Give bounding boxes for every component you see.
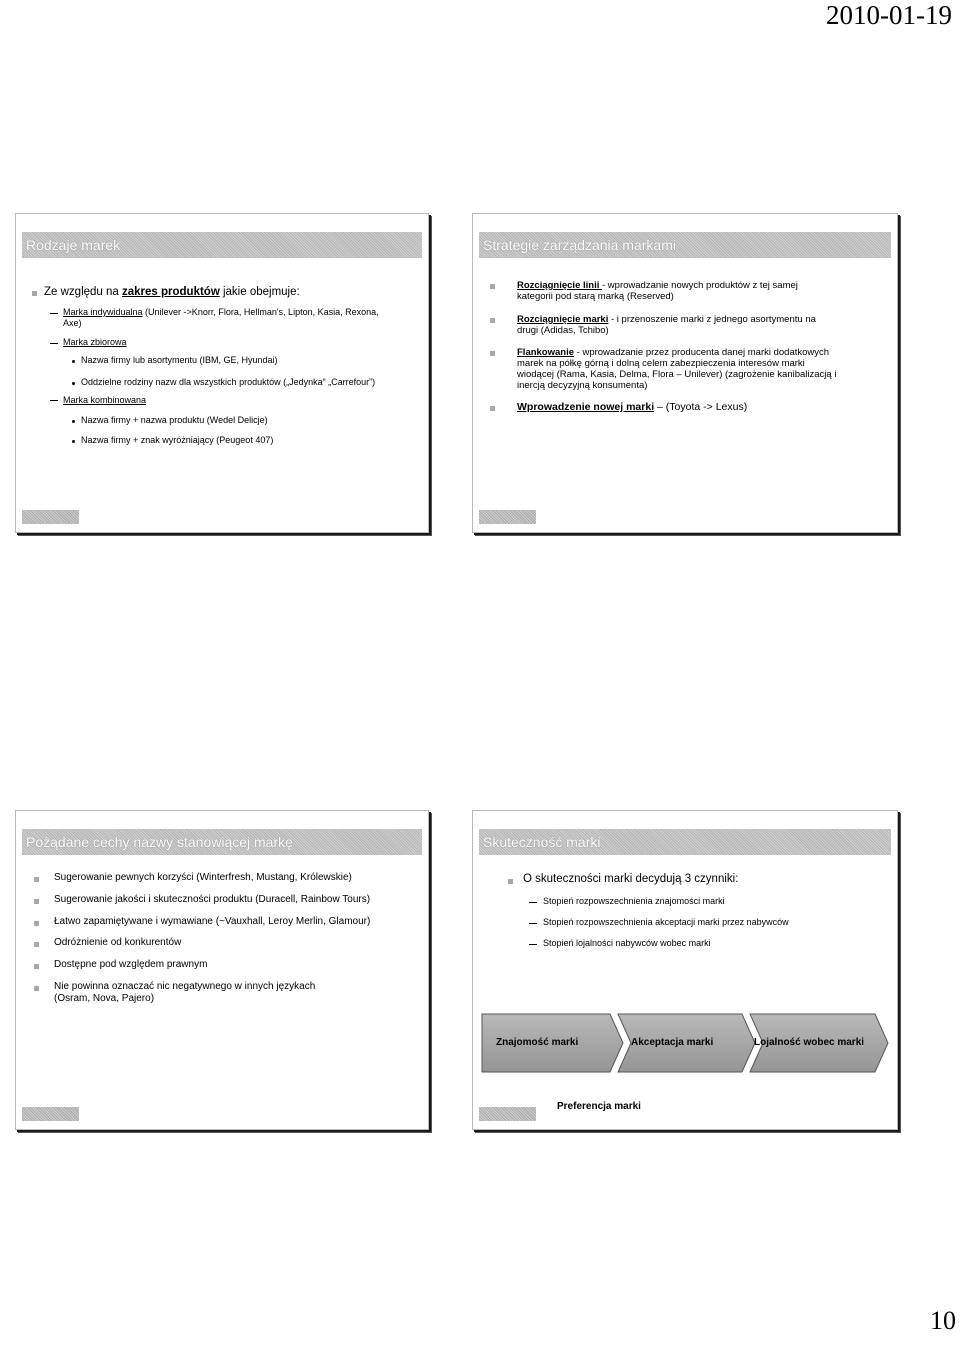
marka-indywidualna-cont: Axe): [63, 318, 82, 328]
dash-icon: [50, 313, 58, 314]
kombinowana-item: Nazwa firmy + znak wyróżniający (Peugeot 407): [81, 435, 274, 445]
slide1-main-point: Ze względu na zakres produktów jakie obejmuje:: [44, 286, 300, 298]
slide-title: Skuteczność marki: [479, 829, 891, 855]
strategy-item-cont: wiodącej (Rama, Kasia, Delma, Flora – Unilever) (zagrożenie kanibalizacją i: [517, 369, 837, 380]
feature-item-cont: (Osram, Nova, Pajero): [54, 993, 155, 1004]
strategy-item: Rozciągnięcie linii - wprowadzanie nowych produktów z tej samej: [517, 280, 798, 291]
strategy-item: Flankowanie - wprowadzanie przez producenta danej marki dodatkowych: [517, 347, 830, 358]
strategy-item: Rozciągnięcie marki - i przenoszenie marki z jednego asortymentu na: [517, 314, 816, 325]
diagram-result-preferencja: Preferencja marki: [557, 1101, 641, 1112]
slide-title: Pożądane cechy nazwy stanowiącej markę: [22, 829, 422, 855]
slide-footer-bar: [479, 1107, 536, 1121]
dash-icon: [50, 400, 58, 401]
bullet-dot-icon: [72, 382, 75, 385]
feature-item: Dostępne pod względem prawnym: [54, 959, 208, 970]
slide-pozadane-cechy: [15, 810, 429, 1130]
bullet-square-icon: [34, 921, 39, 926]
slide-title: Strategie zarządzania markami: [479, 232, 891, 258]
dash-icon: [529, 923, 537, 924]
slide-rodzaje-marek: [15, 213, 429, 533]
marka-indywidualna: Marka indywidualna (Unilever ->Knorr, Flora, Hellman's, Lipton, Kasia, Rexona,: [63, 307, 379, 317]
bullet-square-icon: [34, 986, 39, 991]
bullet-square-icon: [34, 942, 39, 947]
strategy-item-cont: drugi (Adidas, Tchibo): [517, 325, 609, 336]
zbiorowa-item: Oddzielne rodziny nazw dla wszystkich produktów („Jedynka” „Carrefour”): [81, 377, 376, 387]
marka-zbiorowa: Marka zbiorowa: [63, 337, 127, 347]
page-date: 2010-01-19: [826, 0, 952, 30]
slide-title: Rodzaje marek: [22, 232, 422, 258]
feature-item: Odróżnienie od konkurentów: [54, 937, 182, 948]
strategy-item-cont: inercją decyzyjną konsumenta): [517, 380, 648, 391]
bullet-square-icon: [34, 899, 39, 904]
kombinowana-item: Nazwa firmy + nazwa produktu (Wedel Delicje): [81, 415, 268, 425]
bullet-square-icon: [490, 406, 495, 411]
page-number: 10: [930, 1306, 956, 1335]
diagram-step-znajomosc: Znajomość marki: [496, 1037, 579, 1048]
diagram-step-akceptacja: Akceptacja marki: [631, 1037, 714, 1048]
marka-kombinowana: Marka kombinowana: [63, 395, 147, 405]
bullet-square-icon: [32, 291, 37, 296]
factor-item: Stopień rozpowszechnienia akceptacji marki przez nabywców: [543, 917, 789, 927]
dash-icon: [50, 343, 58, 344]
bullet-square-icon: [490, 351, 495, 356]
diagram-step-lojalnosc: Lojalność wobec marki: [754, 1037, 865, 1048]
bullet-square-icon: [490, 318, 495, 323]
bullet-dot-icon: [72, 420, 75, 423]
slide-skutecznosc: [472, 810, 898, 1130]
strategy-item-cont: kategorii pod starą marką (Reserved): [517, 291, 674, 302]
slide-strategie: [472, 213, 898, 533]
strategy-item-cont: marek na półkę górną i dolną celem zabezpieczenia interesów marki: [517, 358, 805, 369]
feature-item: Nie powinna oznaczać nic negatywnego w innych językach: [54, 981, 316, 992]
bullet-square-icon: [34, 877, 39, 882]
slide-footer-bar: [22, 1107, 79, 1121]
feature-item: Łatwo zapamiętywane i wymawiane (~Vauxhall, Leroy Merlin, Glamour): [54, 916, 371, 927]
bullet-square-icon: [34, 964, 39, 969]
dash-icon: [529, 944, 537, 945]
dash-icon: [529, 902, 537, 903]
skutecznosc-main: O skuteczności marki decydują 3 czynniki:: [523, 873, 739, 885]
slide-footer-bar: [22, 510, 79, 524]
feature-item: Sugerowanie jakości i skuteczności produktu (Duracell, Rainbow Tours): [54, 894, 371, 905]
feature-item: Sugerowanie pewnych korzyści (Winterfresh, Mustang, Królewskie): [54, 872, 352, 883]
bullet-dot-icon: [72, 360, 75, 363]
slide-footer-bar: [479, 510, 536, 524]
bullet-square-icon: [490, 284, 495, 289]
strategy-item: Wprowadzenie nowej marki – (Toyota -> Lexus): [517, 401, 748, 413]
factor-item: Stopień lojalności nabywców wobec marki: [543, 938, 711, 948]
bullet-dot-icon: [72, 440, 75, 443]
factor-item: Stopień rozpowszechnienia znajomości marki: [543, 896, 725, 906]
zbiorowa-item: Nazwa firmy lub asortymentu (IBM, GE, Hyundai): [81, 355, 278, 365]
bullet-square-icon: [508, 879, 513, 884]
